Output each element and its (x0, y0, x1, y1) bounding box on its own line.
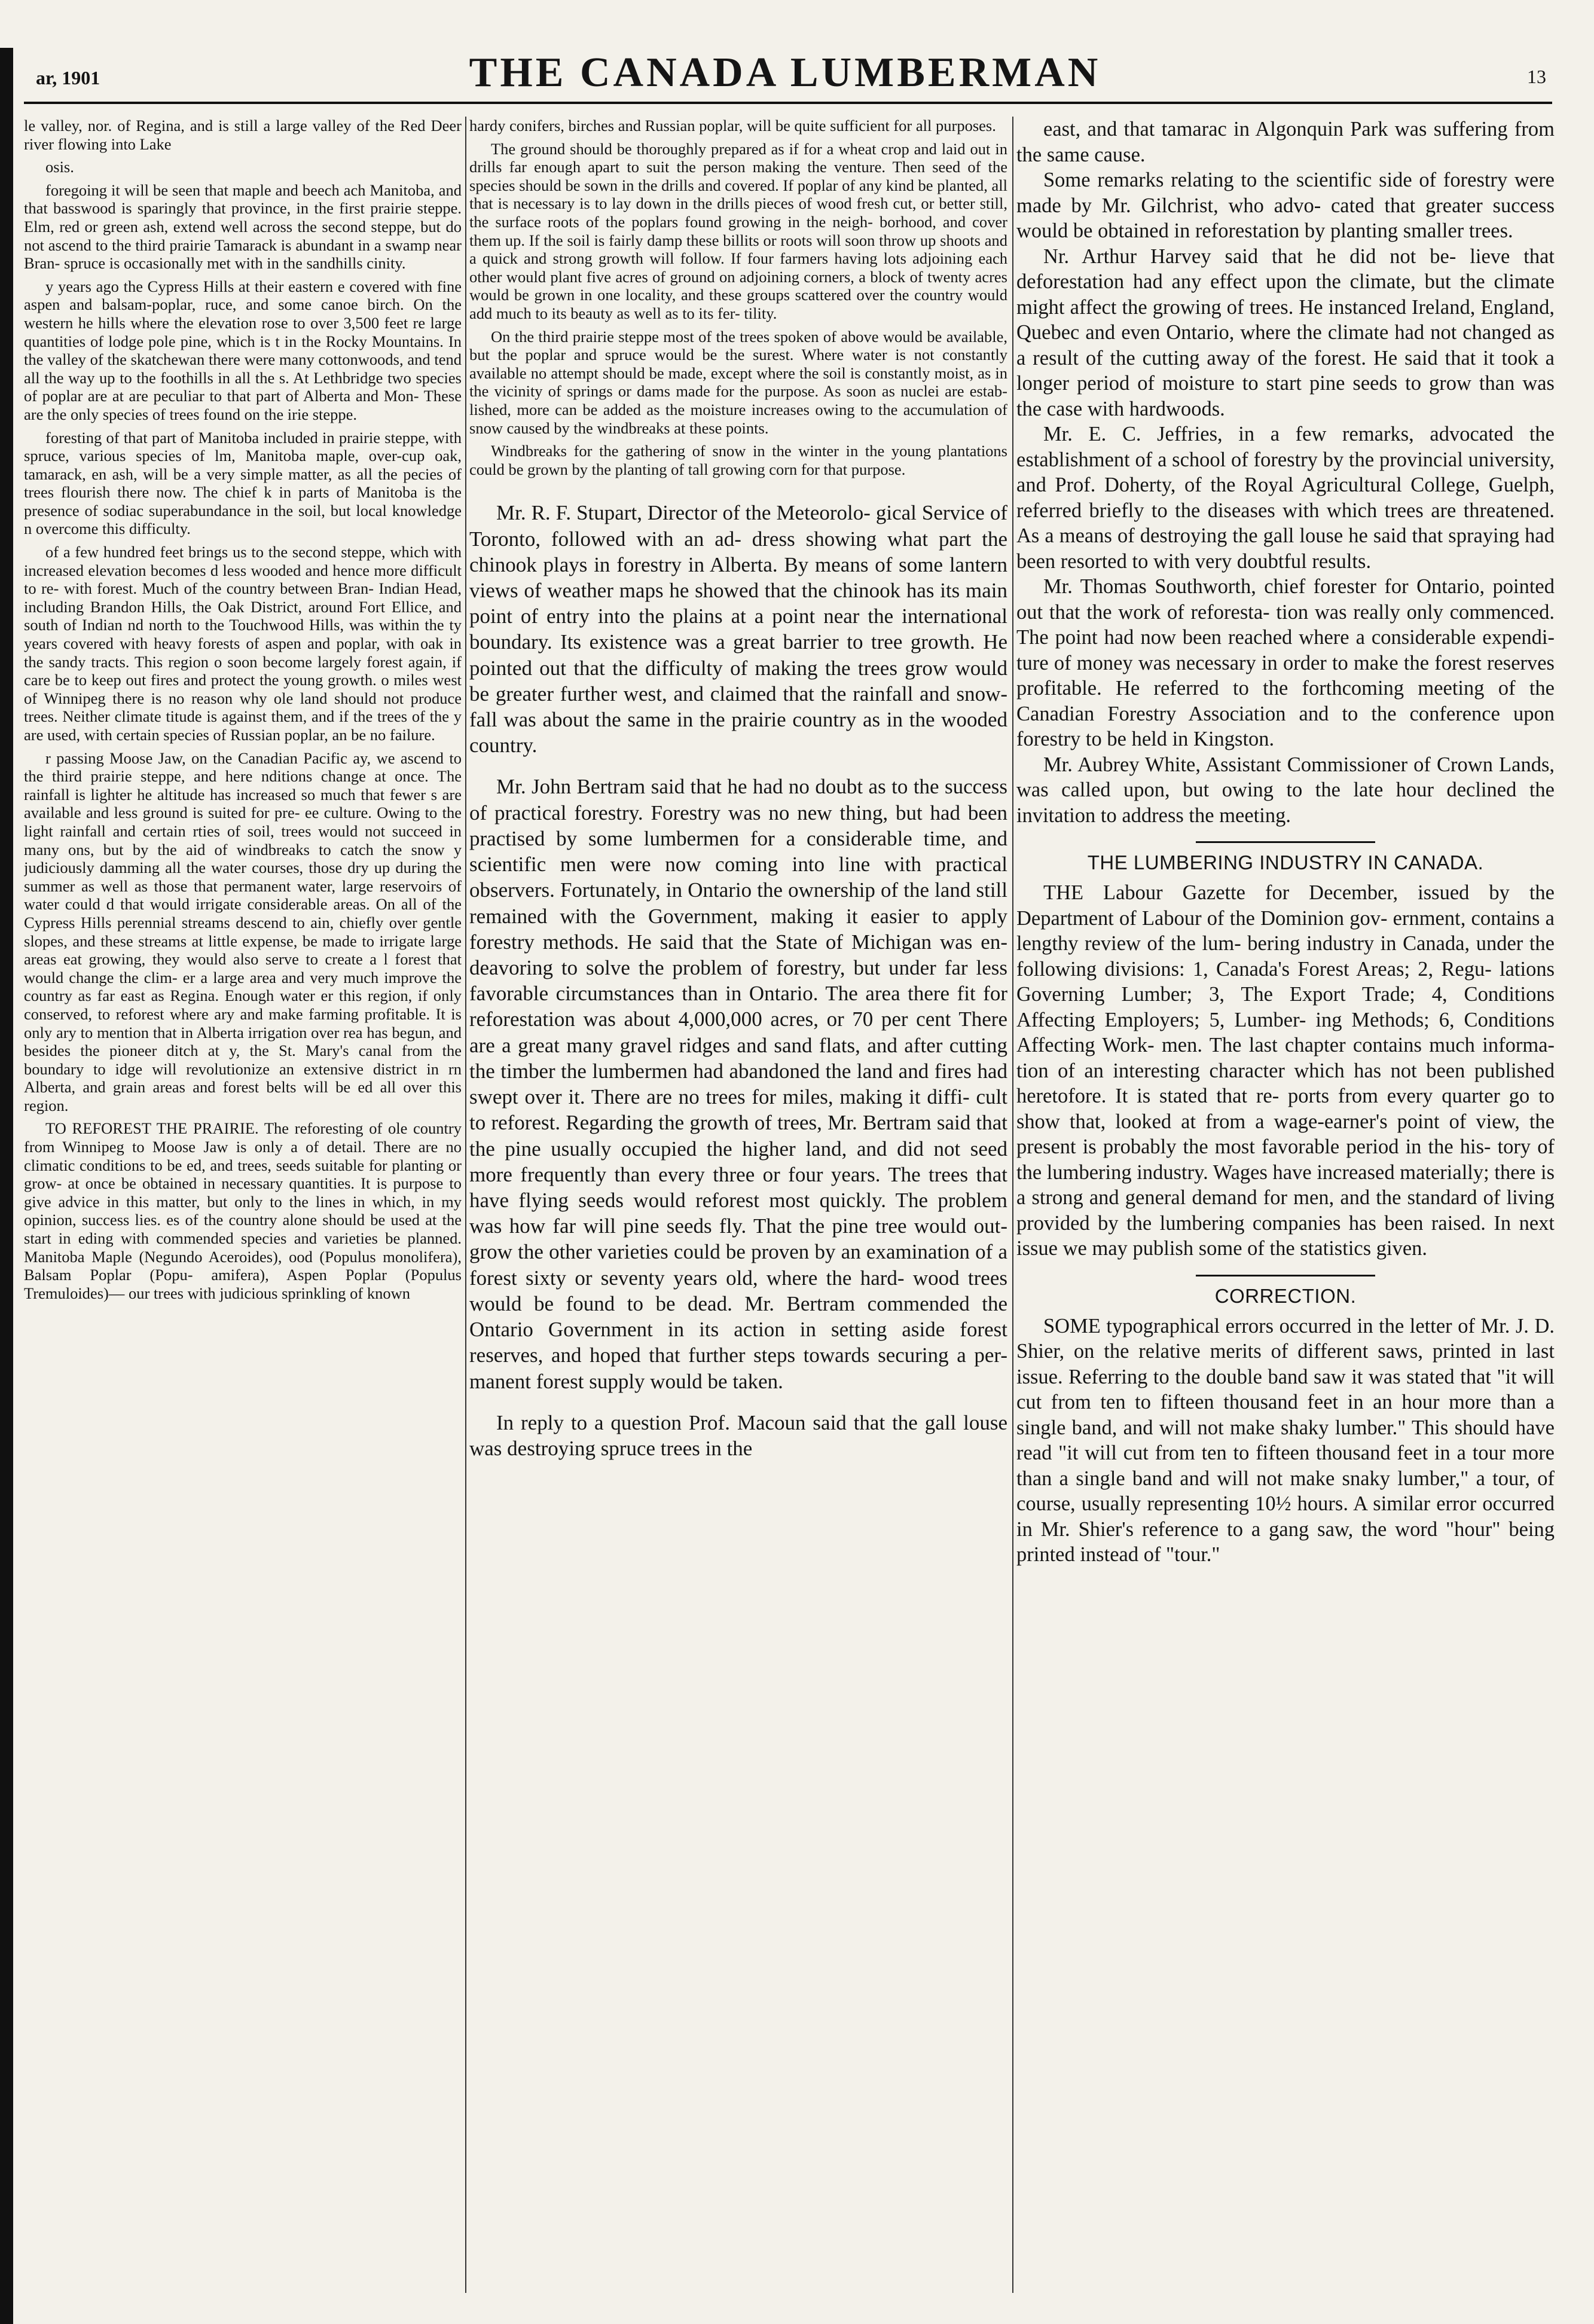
page-number: 13 (1527, 66, 1546, 87)
large-type-section (469, 500, 1007, 1461)
article-paragraph: TO REFOREST THE PRAIRIE. The reforesting of ole country from Winnipeg to Moose Jaw is only a of detail. There are no climatic conditions to be ed, and trees, seeds suitable for planting or grow- at once be obtained in necessary quantities. It is purpose to give advice in this matter, but only to the lines in which, in my opinion, success lies. es of the country alone should be used at the start in eding with commended species and varieties be planned. Manitoba Maple (Negundo Aceroides), ood (Populus monolifera), Balsam Poplar (Popu- amifera), Aspen Poplar (Populus Tremuloides)— our trees with judicious sprinkling of known (24, 1119, 462, 1302)
newspaper-title: THE CANADA LUMBERMAN (469, 50, 1101, 96)
article-paragraph: Nr. Arthur Harvey said that he did not be- lieve that deforestation had any effect upon the climate, but the climate might affect the growing of trees. He instanced Ireland, England, Quebec and even Ontario, where the climate had not changed as a result of the cutting away of the forest. He said that it took a longer period of moisture to start pine seeds to grow than was the case with hardwoods. (1016, 245, 1555, 420)
large-type-section (1016, 1314, 1555, 1568)
article-paragraph: Mr. John Bertram said that he had no doubt as to the success of practical forestry. Forestry was no new thing, but had been practised by some lumbermen for a considerable time, and scientific men were now coming into line with practical observers. Fortunately, in Ontario the ownership of the land still remained with the Government, making it easier to apply forestry methods. He said that the State of Michigan was en- deavoring to solve the problem of forestry, but under far less favorable circumstances than in Ontario. The area there fit for reforestation was about 4,000,000 acres, or 70 per cent There are a great many gravel ridges and sand flats, and after cutting the timber the lumbermen had abandoned the land and fires had swept over it. There are no trees for miles, making it diffi- cult to reforest. Regarding the growth of trees, Mr. Bertram said that the pine usually occupied the higher land, and did not seed more frequently than every three or four years. The trees that have flying seeds would reforest most quickly. The problem was how far will pine seeds fly. That the pine tree would out-grow the other varieties could be proven by an examination of a forest sixty or seventy years old, where the hard- wood trees would be found to be dead. Mr. Bertram commended the Ontario Government in its action in setting aside forest reserves, and hoped that further steps towards securing a per- manent forest supply would be taken. (469, 775, 1007, 1393)
section-heading: THE LUMBERING INDUSTRY IN CANADA. (1087, 851, 1484, 874)
article-paragraph: Mr. Aubrey White, Assistant Commissioner of Crown Lands, was called upon, but owing to the late hour declined the invitation to address the meeting. (1016, 753, 1555, 827)
column-1 (24, 117, 462, 2311)
section-heading: CORRECTION. (1214, 1284, 1357, 1307)
masthead (18, 42, 1552, 105)
section-rule (1196, 1275, 1375, 1276)
article-paragraph: The ground should be thoroughly prepared as if for a wheat crop and laid out in drills far enough apart to suit the person making the venture. Then seed of the species should be sown in the drills and covered. If poplar of any kind be planted, all that is necessary is to lay down in the drills pieces of wood fresh cut, or better still, the surface roots of the poplars found growing in the neigh- borhood, and cover them up. If the soil is fairly damp these billits or roots will soon throw up shoots and a quick and strong growth will follow. If four farmers having lots adjoining each other would plant five acres of ground on adjoining corners, a block of twenty acres would be grown in one locality, and these groups scattered over the country would add much to its beauty as well as to its fer- tility. (469, 139, 1007, 322)
article-paragraph: Mr. E. C. Jeffries, in a few remarks, advocated the establishment of a school of forestry by the provincial university, and Prof. Doherty, of the Royal Agricultural College, Guelph, referred briefly to the diseases with which trees are threatened. As a means of destroying the gall louse he said that spraying had been resorted to with very doubtful results. (1016, 423, 1555, 573)
issue-date: ar, 1901 (36, 67, 100, 88)
page-binding-edge (0, 48, 13, 2324)
article-paragraph: le valley, nor. of Regina, and is still a large valley of the Red Deer river flowing into Lake (24, 117, 462, 153)
column-divider (1012, 117, 1013, 2293)
large-type-section (1016, 880, 1555, 1262)
section-rule (1196, 841, 1375, 843)
article-paragraph: Mr. R. F. Stupart, Director of the Meteorolo- gical Service of Toronto, followed with an ad- dress showing what part the chinook plays in forestry in Alberta. By means of some lantern views of weather maps he showed that the chinook has its main point of entry into the plains at a point near the international boundary. Its existence was a great barrier to tree growth. He pointed out that the difficulty of making the trees grow would be greater further west, and claimed that the rainfall and snow-fall was about the same in the prairie country as in the wooded country. (469, 501, 1007, 758)
article-paragraph: THE Labour Gazette for December, issued by the Department of Labour of the Dominion gov- ernment, contains a lengthy review of the lum- bering industry in Canada, under the following divisions: 1, Canada's Forest Areas; 2, Regu- lations Governing Lumber; 3, The Export Trade; 4, Conditions Affecting Employers; 5, Lumber- ing Methods; 6, Conditions Affecting Work- men. The last chapter contains much informa- tion of an interesting character which has not been published heretofore. It is stated that re- ports from every quarter go to show that, looked at from a wage-earner's point of view, the present is probably the most favorable period in the his- tory of the lumbering industry. Wages have increased materially; there is a strong and general demand for men, and the standard of living provided by the lumbering companies has been raised. In next issue we may publish some of the statistics given. (1016, 881, 1555, 1260)
article-paragraph: Windbreaks for the gathering of snow in the winter in the young plantations could be grown by the planting of tall growing corn for that purpose. (469, 442, 1007, 478)
article-paragraph: east, and that tamarac in Algonquin Park was suffering from the same cause. (1016, 118, 1555, 166)
column-3 (1016, 117, 1555, 2311)
column-2 (469, 117, 1007, 2311)
article-paragraph: Mr. Thomas Southworth, chief forester for Ontario, pointed out that the work of reforesta- tion was really only commenced. The point had now been reached where a considerable expendi- ture of money was necessary in order to make the forest reserves profitable. He referred to the forthcoming meeting of the Canadian Forestry Association and to the conference upon forestry to be held in Kingston. (1016, 575, 1555, 750)
article-paragraph: On the third prairie steppe most of the trees spoken of above would be available, but the poplar and spruce would be the surest. Where water is not constantly available no attempt should be made, except where the soil is constantly moist, as in the vicinity of springs or dams made for the purpose. As soon as nuclei are estab- lished, more can be added as the moisture increases owing to the accumulation of snow caused by the windbreaks at these points. (469, 327, 1007, 437)
article-paragraph: y years ago the Cypress Hills at their eastern e covered with fine aspen and balsam-poplar, ruce, and some canoe birch. On the western he hills where the elevation rose to over 3,500 feet re large quantities of lodge pole pine, which is t in the Rocky Mountains. In the valley of the skatchewan there were many cottonwoods, and tend all the way up to the foothills in all the s. At Lethbridge two species of poplar are at are peculiar to that part of Alberta and Mon- These are the only species of trees found on the irie steppe. (24, 277, 462, 423)
large-type-section (1016, 117, 1555, 828)
column-divider (465, 117, 466, 2293)
article-paragraph: SOME typographical errors occurred in the letter of Mr. J. D. Shier, on the relative merits of different saws, printed in last issue. Referring to the double band saw it was stated that "it will cut from ten to fifteen thousand feet in an hour more than a single band, and will not make shaky lumber." This should have read "it will cut from ten to fifteen thousand feet in a tour more than a single band and will not make snaky lumber," a tour, of course, usually representing 10½ hours. A similar error occurred in Mr. Shier's reference to a gang saw, the word "hour" being printed instead of "tour." (1016, 1314, 1555, 1566)
article-paragraph: osis. (45, 158, 74, 176)
article-paragraph: r passing Moose Jaw, on the Canadian Pacific ay, we ascend to the third prairie steppe, and here nditions change at once. The rainfall is lighter he altitude has increased so much that fewer s are available and less ground is suited for pre- ee culture. Owing to the light rainfall and certain rties of soil, trees would not succeed in many ons, but by the aid of windbreaks to catch the snow y judiciously damming all the water courses, those dry up during the summer as well as those that permanent water, large reservoirs of water could d that would irrigate considerable areas. On all of the Cypress Hills perennial streams descend to ain, chiefly over gentle slopes, and these streams at little expense, be made to irrigate large areas eat growing, they would also serve to create a l forest that would change the clim- er a large area and very much improve the country as far east as Regina. Enough water er this region, if only conserved, to reforest where ary and make farming profitable. It is only ary to mention that in Alberta irrigation over rea has begun, and besides the pioneer ditch at y, the St. Mary's canal from the boundary to idge will revolutionize an extensive district in rn Alberta, and grain areas and forest belts will be ed all over this region. (24, 749, 462, 1114)
article-paragraph: foresting of that part of Manitoba included in prairie steppe, with spruce, various species of lm, Manitoba maple, over-cup oak, tamarack, en ash, will be a very simple matter, as all the pecies of trees flourish there now. The chief k in parts of Manitoba is the presence of sodiac superabundance in the soil, but local knowledge n overcome this difficulty. (24, 428, 462, 538)
article-paragraph: foregoing it will be seen that maple and beech ach Manitoba, and that basswood is sparingly that province, in the first prairie steppe. Elm, red or green ash, extend well across the second steppe, but do not ascend to the third prairie Tamarack is abundant in a swamp near Bran- spruce is occasionally met with in the sandhills cinity. (24, 181, 462, 273)
article-paragraph: In reply to a question Prof. Macoun said that the gall louse was destroying spruce trees in the (469, 1410, 1007, 1460)
small-type-section (469, 117, 1007, 478)
article-paragraph: Some remarks relating to the scientific side of forestry were made by Mr. Gilchrist, who advo- cated that greater success would be obtained in reforestation by planting smaller trees. (1016, 169, 1555, 242)
article-paragraph: hardy conifers, birches and Russian poplar, will be quite sufficient for all purposes. (469, 117, 996, 135)
masthead-rule (24, 102, 1552, 104)
article-paragraph: of a few hundred feet brings us to the second steppe, which with increased elevation becomes d less wooded and hence more difficult to re- with forest. Much of the country between Bran- Indian Head, including Brandon Hills, the Oak District, around Fort Ellice, and south of Indian nd north to the Touchwood Hills, was within the ty years covered with heavy forests of aspen and poplar, with oak in the sandy tracts. This region o soon become largely forest again, if care be to keep out fires and protect the young growth. o miles west of Winnipeg there is no reason why ole land should not produce trees. Neither climate titude is against them, and if the trees of the y are used, with certain species of Russian poplar, an be no failure. (24, 543, 462, 744)
